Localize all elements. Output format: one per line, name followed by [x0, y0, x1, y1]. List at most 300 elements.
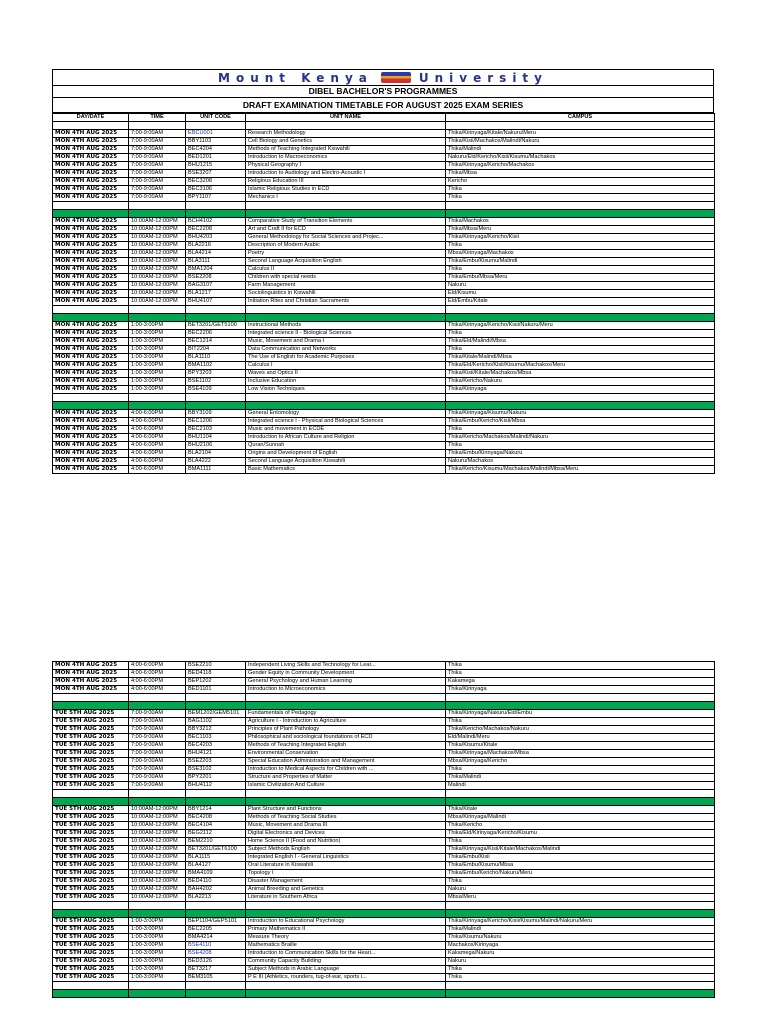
cell-time: 7:00-9:00AM [129, 774, 186, 782]
cell-campus: Thika [446, 330, 715, 338]
column-header-campus: CAMPUS [446, 114, 715, 122]
cell-day-date: MON 4TH AUG 2025 [53, 450, 129, 458]
cell-time: 10:00AM-12:00PM [129, 878, 186, 886]
cell-campus: Thika/Kirinyaga/Kericho/Kisii [446, 234, 715, 242]
cell-day-date: MON 4TH AUG 2025 [53, 218, 129, 226]
cell-unit-name: The Use of English for Academic Purposes [246, 354, 446, 362]
cell-time: 4:00-6:00PM [129, 410, 186, 418]
cell-campus: Thika [446, 670, 715, 678]
table-row [53, 966, 715, 974]
cell-time: 10:00AM-12:00PM [129, 298, 186, 306]
table-row [53, 838, 715, 846]
cell-unit-name: Plant Structure and Functions [246, 806, 446, 814]
table-row [53, 266, 715, 274]
cell-unit-name: Community Capacity Building [246, 958, 446, 966]
cell-unit-name: Origins and Development of English [246, 450, 446, 458]
cell-day-date: MON 4TH AUG 2025 [53, 298, 129, 306]
table-row [53, 290, 715, 298]
cell-day-date: TUE 5TH AUG 2025 [53, 958, 129, 966]
cell-unit-name: Introduction to Audiology and Electro-Acoustic I [246, 170, 446, 178]
cell-unit-code: BMA4109 [186, 870, 246, 878]
cell-time: 10:00AM-12:00PM [129, 274, 186, 282]
cell-unit-code: BSE4110 [186, 942, 246, 950]
cell-day-date: TUE 5TH AUG 2025 [53, 822, 129, 830]
cell-day-date: MON 4TH AUG 2025 [53, 234, 129, 242]
cell-time: 7:00-9:00AM [129, 170, 186, 178]
cell-unit-name: Second Language Acquisition Kiswahili [246, 458, 446, 466]
cell-day-date: TUE 5TH AUG 2025 [53, 806, 129, 814]
cell-day-date: TUE 5TH AUG 2025 [53, 950, 129, 958]
table-row [53, 710, 715, 718]
cell-unit-code: BHU2106 [186, 442, 246, 450]
session-divider [53, 798, 715, 806]
cell-campus: Eld/Kisumu [446, 290, 715, 298]
cell-time: 4:00-6:00PM [129, 442, 186, 450]
table-row [53, 758, 715, 766]
cell-unit-name: Introduction to Communication Skills for the Heari... [246, 950, 446, 958]
cell-unit-code: BEC4208 [186, 814, 246, 822]
table-row [53, 186, 715, 194]
cell-time: 10:00AM-12:00PM [129, 282, 186, 290]
cell-day-date: TUE 5TH AUG 2025 [53, 742, 129, 750]
cell-time: 4:00-6:00PM [129, 662, 186, 670]
cell-day-date: MON 4TH AUG 2025 [53, 662, 129, 670]
cell-unit-code: BSE2203 [186, 758, 246, 766]
cell-day-date: TUE 5TH AUG 2025 [53, 966, 129, 974]
cell-campus: Nakuru/Eld/Kericho/Kisii/Kisumu/Machakos [446, 154, 715, 162]
cell-campus: Thika [446, 186, 715, 194]
cell-day-date: MON 4TH AUG 2025 [53, 678, 129, 686]
cell-unit-name: Instructional Methods [246, 322, 446, 330]
cell-campus: Thika [446, 442, 715, 450]
table-row [53, 370, 715, 378]
cell-day-date: MON 4TH AUG 2025 [53, 194, 129, 202]
cell-unit-code: BED3126 [186, 958, 246, 966]
cell-time: 4:00-6:00PM [129, 418, 186, 426]
cell-unit-code: BLA1110 [186, 354, 246, 362]
cell-time: 10:00AM-12:00PM [129, 218, 186, 226]
cell-time: 7:00-9:00AM [129, 178, 186, 186]
table-row [53, 234, 715, 242]
cell-unit-code: BEC3106 [186, 186, 246, 194]
cell-campus: Thika/Kericho/Machakos/Malindi/Nakuru [446, 434, 715, 442]
cell-day-date: TUE 5TH AUG 2025 [53, 846, 129, 854]
spacer-row [53, 982, 715, 990]
cell-unit-name: Inclusive Education [246, 378, 446, 386]
cell-unit-name: Research Methodology [246, 130, 446, 138]
table-row [53, 854, 715, 862]
cell-unit-name: Disaster Management [246, 878, 446, 886]
cell-time: 1:00-3:00PM [129, 942, 186, 950]
cell-unit-code: BMA1102 [186, 362, 246, 370]
cell-unit-code: BAG3107 [186, 282, 246, 290]
table-row [53, 466, 715, 474]
cell-campus: Thika/Kitale/Malindi/Mbsa [446, 354, 715, 362]
cell-unit-code: BED1101 [186, 686, 246, 694]
table-row [53, 862, 715, 870]
session-divider [53, 210, 715, 218]
cell-unit-name: Agriculture I - Introduction to Agriculture [246, 718, 446, 726]
cell-unit-code: BET3201/GET5100 [186, 322, 246, 330]
cell-campus: Thika/Kirinyaga/Nakuru/Eld/Embu [446, 710, 715, 718]
cell-unit-code: BET3217 [186, 966, 246, 974]
cell-unit-name: Gender Equity in Community Development [246, 670, 446, 678]
cell-campus: Thika/Mbsa/Meru [446, 226, 715, 234]
spacer-row [53, 122, 715, 130]
cell-campus: Kakamega [446, 678, 715, 686]
cell-unit-name: Special Education Administration and Management [246, 758, 446, 766]
cell-campus: Thika/Eld/Kirinyaga/Kericho/Kisumu [446, 830, 715, 838]
table-row [53, 170, 715, 178]
cell-day-date: MON 4TH AUG 2025 [53, 242, 129, 250]
cell-time: 10:00AM-12:00PM [129, 814, 186, 822]
cell-campus: Thika [446, 426, 715, 434]
cell-unit-code: BLA4127 [186, 862, 246, 870]
cell-time: 7:00-9:00AM [129, 758, 186, 766]
cell-unit-name: Integrated English I - General Linguistics [246, 854, 446, 862]
cell-unit-name: Data Communication and Networks [246, 346, 446, 354]
session-divider [53, 402, 715, 410]
cell-time: 7:00-9:00AM [129, 734, 186, 742]
table-row [53, 942, 715, 950]
table-row [53, 282, 715, 290]
cell-unit-name: General Entomology [246, 410, 446, 418]
session-divider [53, 910, 715, 918]
cell-campus: Thika/Malindi [446, 146, 715, 154]
cell-unit-code: BLA2213 [186, 894, 246, 902]
cell-day-date: TUE 5TH AUG 2025 [53, 918, 129, 926]
cell-day-date: MON 4TH AUG 2025 [53, 338, 129, 346]
table-row [53, 934, 715, 942]
cell-unit-name: P E III (Athletics, rounders, tug-of-war, sports i... [246, 974, 446, 982]
cell-unit-code: BEC1206 [186, 418, 246, 426]
spacer-row [53, 790, 715, 798]
cell-unit-code: BED1201 [186, 154, 246, 162]
cell-unit-code: BPY3203 [186, 370, 246, 378]
timetable-title: DRAFT EXAMINATION TIMETABLE FOR AUGUST 2025 EXAM SERIES [53, 98, 713, 113]
cell-unit-name: Sociolinguistics in Kiswahili [246, 290, 446, 298]
cell-unit-code: BSE3207 [186, 170, 246, 178]
cell-campus: Thika/Eld/Kericho/Kisii/Kisumu/Machakos/Meru [446, 362, 715, 370]
cell-day-date: TUE 5TH AUG 2025 [53, 718, 129, 726]
cell-time: 1:00-3:00PM [129, 934, 186, 942]
cell-unit-code: BSE2208 [186, 274, 246, 282]
cell-time: 1:00-3:00PM [129, 370, 186, 378]
cell-campus: Thika/Kisii/Kitale/Machakos/Mbsa [446, 370, 715, 378]
cell-unit-name: Introduction to African Culture and Religion [246, 434, 446, 442]
cell-campus: Thika/Embu/Kericho/Kisii/Mbsa [446, 418, 715, 426]
table-row [53, 870, 715, 878]
cell-unit-name: Cell Biology and Genetics [246, 138, 446, 146]
table-row [53, 918, 715, 926]
cell-time: 1:00-3:00PM [129, 346, 186, 354]
cell-unit-name: Digital Electronics and Devices [246, 830, 446, 838]
cell-unit-name: Integrated science II - Biological Sciences [246, 330, 446, 338]
table-row [53, 782, 715, 790]
table-row [53, 458, 715, 466]
cell-unit-code: BEC1214 [186, 338, 246, 346]
table-row [53, 886, 715, 894]
cell-day-date: MON 4TH AUG 2025 [53, 178, 129, 186]
cell-time: 4:00-6:00PM [129, 686, 186, 694]
cell-day-date: MON 4TH AUG 2025 [53, 250, 129, 258]
cell-campus: Thika [446, 766, 715, 774]
cell-unit-code: BEC2103 [186, 426, 246, 434]
cell-day-date: MON 4TH AUG 2025 [53, 330, 129, 338]
cell-day-date: MON 4TH AUG 2025 [53, 442, 129, 450]
cell-unit-name: Introduction to Educational Psychology [246, 918, 446, 926]
cell-unit-name: General Methodology for Social Sciences and Projec... [246, 234, 446, 242]
cell-unit-code: BED4118 [186, 670, 246, 678]
table-row [53, 226, 715, 234]
cell-unit-name: Initiation Rites and Christian Sacraments [246, 298, 446, 306]
cell-day-date: MON 4TH AUG 2025 [53, 670, 129, 678]
cell-campus: Kakamega/Nakuru [446, 950, 715, 958]
timetable-header [52, 69, 714, 113]
table-row [53, 718, 715, 726]
cell-day-date: TUE 5TH AUG 2025 [53, 774, 129, 782]
cell-day-date: MON 4TH AUG 2025 [53, 282, 129, 290]
cell-day-date: MON 4TH AUG 2025 [53, 378, 129, 386]
session-divider [53, 314, 715, 322]
cell-campus: Thika/Embu/Kisumu/Mbsa [446, 862, 715, 870]
cell-time: 1:00-3:00PM [129, 386, 186, 394]
cell-time: 10:00AM-12:00PM [129, 226, 186, 234]
cell-campus: Thika [446, 194, 715, 202]
cell-unit-name: Description of Modern Arabic [246, 242, 446, 250]
cell-campus: Thika/Kirinyaga [446, 386, 715, 394]
table-row [53, 950, 715, 958]
cell-campus: Nakuru [446, 886, 715, 894]
cell-unit-code: BEC2206 [186, 330, 246, 338]
session-divider [53, 990, 715, 998]
cell-campus: Thika/Kirinyaga [446, 686, 715, 694]
cell-campus: Eld/Embu/Kitale [446, 298, 715, 306]
cell-unit-name: Calculus I [246, 362, 446, 370]
cell-day-date: MON 4TH AUG 2025 [53, 410, 129, 418]
cell-unit-code: BHU4121 [186, 750, 246, 758]
cell-campus: Thika/Kitale [446, 806, 715, 814]
cell-campus: Thika [446, 974, 715, 982]
table-row [53, 386, 715, 394]
cell-time: 1:00-3:00PM [129, 330, 186, 338]
table-row [53, 806, 715, 814]
cell-unit-code: BPY1107 [186, 194, 246, 202]
cell-day-date: TUE 5TH AUG 2025 [53, 758, 129, 766]
cell-campus: Mbsa/Kirinyaga/Malindi [446, 814, 715, 822]
table-row [53, 434, 715, 442]
cell-unit-code: BHU1215 [186, 162, 246, 170]
table-row [53, 726, 715, 734]
cell-unit-name: Low Vision Techniques [246, 386, 446, 394]
table-row [53, 242, 715, 250]
cell-unit-name: Quran/Sunnah [246, 442, 446, 450]
cell-unit-code: BBY1214 [186, 806, 246, 814]
cell-day-date: MON 4TH AUG 2025 [53, 130, 129, 138]
table-row [53, 926, 715, 934]
spacer-row [53, 394, 715, 402]
cell-time: 10:00AM-12:00PM [129, 234, 186, 242]
cell-time: 10:00AM-12:00PM [129, 838, 186, 846]
cell-campus: Thika/Embu/Kirinyaga/Nakuru [446, 450, 715, 458]
cell-day-date: MON 4TH AUG 2025 [53, 434, 129, 442]
logo-text-right: University [418, 70, 548, 85]
table-row [53, 250, 715, 258]
cell-unit-name: Physical Geography I [246, 162, 446, 170]
cell-day-date: MON 4TH AUG 2025 [53, 362, 129, 370]
cell-unit-code: BPY2201 [186, 774, 246, 782]
cell-time: 7:00-9:00AM [129, 138, 186, 146]
university-crest-icon [381, 72, 411, 83]
cell-unit-code: BSE4109 [186, 386, 246, 394]
cell-unit-name: Methods of Teaching Integrated English [246, 742, 446, 750]
cell-day-date: TUE 5TH AUG 2025 [53, 750, 129, 758]
table-row [53, 734, 715, 742]
timetable-page-2 [52, 661, 714, 998]
cell-unit-name: Subject Methods in Arabic Language [246, 966, 446, 974]
cell-day-date: TUE 5TH AUG 2025 [53, 814, 129, 822]
cell-unit-code: BEC4204 [186, 146, 246, 154]
cell-unit-name: Introduction to Medical Aspects for Children with ... [246, 766, 446, 774]
cell-unit-code: BEG2112 [186, 830, 246, 838]
cell-day-date: MON 4TH AUG 2025 [53, 258, 129, 266]
cell-time: 10:00AM-12:00PM [129, 250, 186, 258]
cell-time: 10:00AM-12:00PM [129, 822, 186, 830]
cell-campus: Eld/Malindi/Meru [446, 734, 715, 742]
cell-campus: Thika/Kericho/Nakuru [446, 378, 715, 386]
table-row [53, 354, 715, 362]
cell-unit-name: Literature in Southern Africa [246, 894, 446, 902]
cell-time: 7:00-9:00AM [129, 742, 186, 750]
cell-unit-name: Farm Management [246, 282, 446, 290]
cell-unit-name: Philosophical and sociological foundations of ECD [246, 734, 446, 742]
cell-campus: Mbsa/Meru [446, 894, 715, 902]
cell-day-date: TUE 5TH AUG 2025 [53, 710, 129, 718]
cell-campus: Thika/Eld/Malindi/Mbsa [446, 338, 715, 346]
spacer-row [53, 306, 715, 314]
cell-unit-name: Mathematics Braille [246, 942, 446, 950]
cell-time: 1:00-3:00PM [129, 338, 186, 346]
cell-unit-code: BBY3109 [186, 410, 246, 418]
cell-unit-name: Basic Mathematics [246, 466, 446, 474]
cell-time: 1:00-3:00PM [129, 966, 186, 974]
cell-campus: Thika [446, 718, 715, 726]
table-row [53, 830, 715, 838]
cell-unit-code: BHU4112 [186, 782, 246, 790]
cell-day-date: MON 4TH AUG 2025 [53, 686, 129, 694]
table-row [53, 138, 715, 146]
cell-unit-code: BEC4104 [186, 822, 246, 830]
cell-unit-code: BSE4208 [186, 950, 246, 958]
cell-unit-name: Integrated science I - Physical and Biological Sciences [246, 418, 446, 426]
cell-campus: Thika [446, 242, 715, 250]
cell-campus: Thika/Malindi [446, 774, 715, 782]
cell-day-date: MON 4TH AUG 2025 [53, 322, 129, 330]
cell-unit-code: BEP1202 [186, 678, 246, 686]
cell-unit-name: Independent Living Skills and Technology for Lear... [246, 662, 446, 670]
cell-campus: Thika [446, 966, 715, 974]
cell-unit-code: BLA1115 [186, 854, 246, 862]
cell-campus: Thika/Mbsa [446, 170, 715, 178]
cell-time: 4:00-6:00PM [129, 678, 186, 686]
cell-time: 1:00-3:00PM [129, 950, 186, 958]
cell-day-date: MON 4TH AUG 2025 [53, 346, 129, 354]
cell-campus: Thika/Kisumu/Nakuru [446, 934, 715, 942]
cell-unit-name: Religious Education III [246, 178, 446, 186]
cell-day-date: MON 4TH AUG 2025 [53, 458, 129, 466]
logo-text-left: Mount Kenya [218, 70, 373, 85]
cell-unit-name: Fundamentals of Pedagogy [246, 710, 446, 718]
table-row [53, 218, 715, 226]
cell-unit-code: BHU1104 [186, 434, 246, 442]
cell-time: 10:00AM-12:00PM [129, 894, 186, 902]
cell-unit-name: Calculus II [246, 266, 446, 274]
table-row [53, 178, 715, 186]
cell-day-date: MON 4TH AUG 2025 [53, 354, 129, 362]
cell-unit-code: BSE1102 [186, 378, 246, 386]
cell-unit-code: BAG1102 [186, 718, 246, 726]
cell-campus: Thika/Kirinyaga/Kericho/Machakos [446, 162, 715, 170]
cell-campus: Thika [446, 346, 715, 354]
cell-time: 7:00-9:00AM [129, 766, 186, 774]
cell-unit-name: Principles of Plant Pathology [246, 726, 446, 734]
cell-unit-code: BEC3208 [186, 178, 246, 186]
cell-time: 10:00AM-12:00PM [129, 266, 186, 274]
cell-day-date: TUE 5TH AUG 2025 [53, 974, 129, 982]
cell-day-date: MON 4TH AUG 2025 [53, 266, 129, 274]
cell-day-date: MON 4TH AUG 2025 [53, 426, 129, 434]
cell-campus: Nakuru/Machakos [446, 458, 715, 466]
cell-day-date: TUE 5TH AUG 2025 [53, 726, 129, 734]
cell-day-date: MON 4TH AUG 2025 [53, 186, 129, 194]
cell-campus: Thika/Kisumu/Kitale [446, 742, 715, 750]
timetable-table-continued [52, 661, 715, 998]
cell-unit-name: Music and movement in ECDE [246, 426, 446, 434]
table-row [53, 194, 715, 202]
cell-unit-name: Second Language Acquisition English [246, 258, 446, 266]
table-row [53, 686, 715, 694]
cell-day-date: MON 4TH AUG 2025 [53, 274, 129, 282]
table-row [53, 410, 715, 418]
cell-time: 1:00-3:00PM [129, 354, 186, 362]
cell-day-date: TUE 5TH AUG 2025 [53, 862, 129, 870]
table-row [53, 322, 715, 330]
table-row [53, 298, 715, 306]
cell-unit-name: Mechanics I [246, 194, 446, 202]
cell-time: 4:00-6:00PM [129, 434, 186, 442]
cell-unit-name: Introduction to Macroeconomics [246, 154, 446, 162]
cell-unit-name: Music, Movement and Drama III [246, 822, 446, 830]
cell-unit-name: Oral Literature in Kiswahili [246, 862, 446, 870]
table-row [53, 378, 715, 386]
cell-time: 4:00-6:00PM [129, 466, 186, 474]
cell-campus: Thika/Kirinyaga/Kisii/Kitale/Machakos/Malindi [446, 846, 715, 854]
column-header-row [53, 114, 715, 122]
cell-day-date: MON 4TH AUG 2025 [53, 370, 129, 378]
table-row [53, 274, 715, 282]
cell-time: 1:00-3:00PM [129, 322, 186, 330]
cell-campus: Thika/Embu/Kisumu/Malindi [446, 258, 715, 266]
cell-day-date: MON 4TH AUG 2025 [53, 162, 129, 170]
cell-campus: Thika/Kirinyaga/Kitale/Nakuru/Meru [446, 130, 715, 138]
cell-day-date: MON 4TH AUG 2025 [53, 170, 129, 178]
table-row [53, 258, 715, 266]
cell-day-date: TUE 5TH AUG 2025 [53, 854, 129, 862]
cell-time: 7:00-9:00AM [129, 162, 186, 170]
cell-day-date: TUE 5TH AUG 2025 [53, 830, 129, 838]
cell-unit-code: BLA1217 [186, 290, 246, 298]
table-row [53, 154, 715, 162]
